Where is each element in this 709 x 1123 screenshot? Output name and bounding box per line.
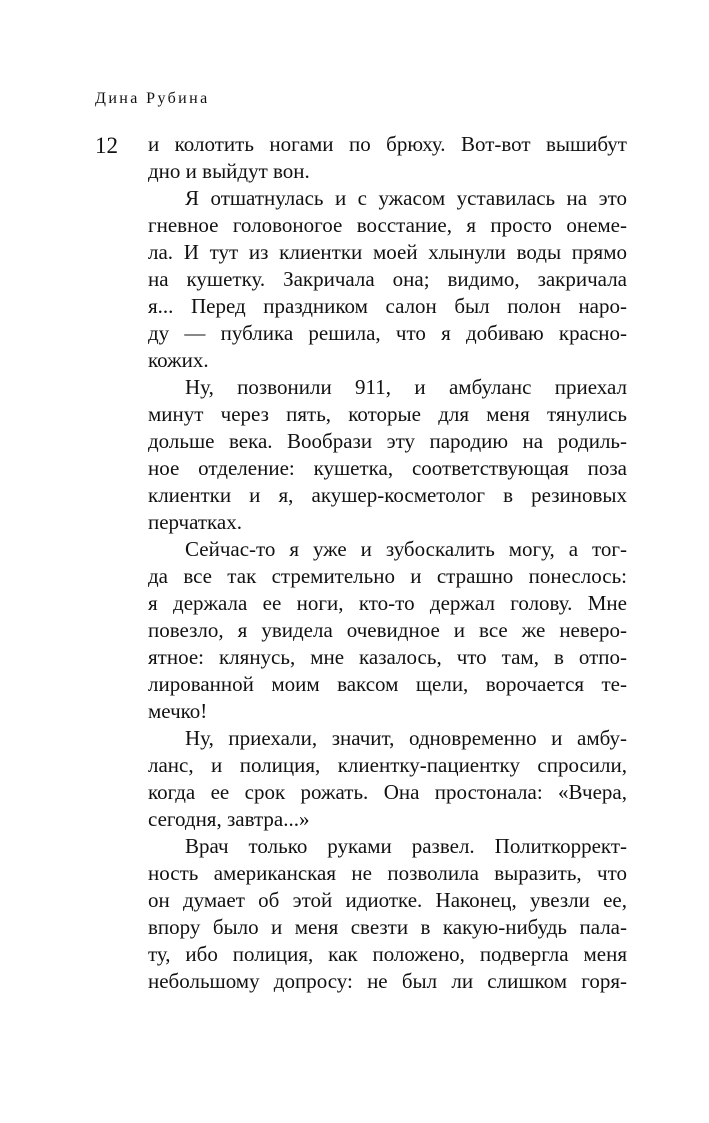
text-line: я держала ее ноги, кто-то держал голову. Мне xyxy=(148,591,627,615)
page-number: 12 xyxy=(95,133,118,158)
text-line: повезло, я увидела очевидное и все же неверо- xyxy=(148,618,627,642)
text-line: дольше века. Вообрази эту пародию на родиль- xyxy=(148,429,627,453)
text-line: ное отделение: кушетка, соответствующая поза xyxy=(148,456,627,480)
text-line: ятное: клянусь, мне казалось, что там, в отпо- xyxy=(148,645,627,669)
text-line: перчатках. xyxy=(148,510,243,534)
running-head-author: Дина Рубина xyxy=(95,90,210,107)
text-line: клиентки и я, акушер-косметолог в резиновых xyxy=(148,483,627,507)
text-line: дно и выйдут вон. xyxy=(148,159,310,183)
text-line: когда ее срок рожать. Она простонала: «Вчера, xyxy=(148,780,627,804)
body-text xyxy=(148,131,627,995)
text-line: ту, ибо полиция, как положено, подвергла меня xyxy=(148,942,627,966)
text-line: Врач только руками развел. Политкоррект- xyxy=(185,834,627,858)
text-line: кожих. xyxy=(148,348,209,372)
text-line: Ну, приехали, значит, одновременно и амбу- xyxy=(185,726,627,750)
text-line: и колотить ногами по брюху. Вот-вот вышибут xyxy=(148,132,627,156)
text-line: мечко! xyxy=(148,699,208,723)
text-line: да все так стремительно и страшно понеслось: xyxy=(148,564,627,588)
text-line: Ну, позвонили 911, и амбуланс приехал xyxy=(185,375,627,399)
text-line: сегодня, завтра...» xyxy=(148,807,310,831)
text-line: ла. И тут из клиентки моей хлынули воды прямо xyxy=(148,240,627,264)
text-line: на кушетку. Закричала она; видимо, закричала xyxy=(148,267,627,291)
text-line: минут через пять, которые для меня тянулись xyxy=(148,402,627,426)
text-line: ду — публика решила, что я добиваю красно- xyxy=(148,321,627,345)
text-line: ланс, и полиция, клиентку-пациентку спросили, xyxy=(148,753,627,777)
text-line: гневное головоногое восстание, я просто онеме- xyxy=(148,213,627,237)
text-line: впору было и меня свезти в какую-нибудь пала- xyxy=(148,915,627,939)
text-line: он думает об этой идиотке. Наконец, увезли ее, xyxy=(148,888,627,912)
text-line: небольшому допросу: не был ли слишком горя- xyxy=(148,969,627,993)
text-line: лированной моим ваксом щели, ворочается те- xyxy=(148,672,627,696)
text-line: Сейчас-то я уже и зубоскалить могу, а тог- xyxy=(185,537,627,561)
text-line: ность американская не позволила выразить, что xyxy=(148,861,627,885)
text-line: Я отшатнулась и с ужасом уставилась на это xyxy=(185,186,627,210)
text-line: я... Перед праздником салон был полон наро- xyxy=(148,294,627,318)
